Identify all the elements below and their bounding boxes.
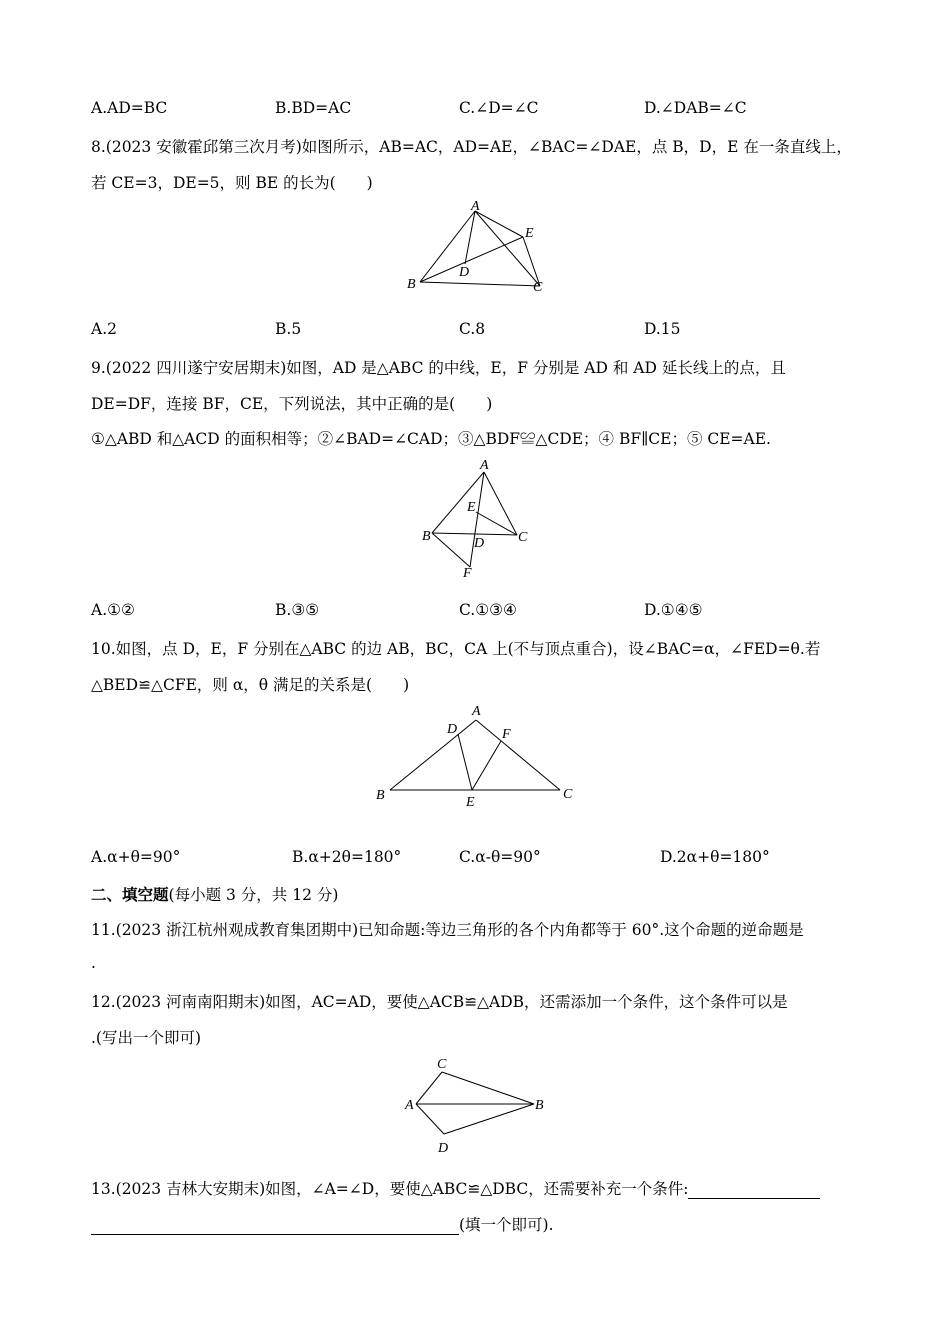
q8-label-e: E [525,226,534,241]
q9-stem-line2: DE=DF，连接 BF，CE，下列说法，其中正确的是( ) [91,395,493,413]
q10-stem-line2: △BED≌△CFE，则 α，θ 满足的关系是( ) [91,676,410,694]
q9-stem-line1: 9.(2022 四川遂宁安居期末)如图，AD 是△ABC 的中线，E，F 分别是 AD 和 AD 延长线上的点，且 [91,359,786,377]
q10-label-b: B [376,788,385,803]
q7-option-d: D.∠DAB=∠C [644,99,747,117]
q10-label-f: F [502,727,511,742]
q10-seg-de [458,734,472,790]
q12-stem-line2: .(写出一个即可) [91,1029,202,1047]
q12-label-b: B [535,1098,544,1113]
q9-label-c: C [518,530,528,545]
q8-seg-be [420,237,523,282]
q12-label-c: C [437,1057,447,1072]
q8-stem-line2: 若 CE=3，DE=5，则 BE 的长为( ) [91,174,373,192]
q8-seg-bc [420,282,540,286]
q8-seg-ac [475,211,540,286]
q8-label-b: B [407,277,416,292]
q9-option-b: B.③⑤ [275,601,320,619]
q9-option-a: A.①② [91,601,135,619]
q12-stem-line1: 12.(2023 河南南阳期末)如图，AC=AD，要使△ACB≌△ADB，还需添加一个条件，这个条件可以是 [91,993,788,1011]
q10-label-e: E [466,795,475,810]
q10-seg-ef [472,741,501,790]
q9-label-a: A [480,458,489,473]
q8-option-c: C.8 [459,320,486,338]
q8-label-a: A [471,199,480,214]
q8-option-a: A.2 [91,320,117,338]
q9-label-d: D [474,536,485,551]
q9-figure [410,455,540,580]
q8-label-c: C [533,280,543,295]
q12-seg-cb [442,1072,534,1104]
q8-seg-ad [465,211,475,264]
q10-option-c: C.α-θ=90° [459,848,541,866]
q13-stem-suffix: (填一个即可). [459,1216,554,1234]
q12-seg-ad [416,1104,444,1134]
q9-option-c: C.①③④ [459,601,517,619]
q7-option-b: B.BD=AC [275,99,352,117]
q10-label-a: A [472,704,481,719]
q8-option-d: D.15 [644,320,681,338]
q12-seg-db [444,1104,534,1134]
q12-figure [400,1052,555,1157]
q10-option-d: D.2α+θ=180° [660,848,770,866]
q8-seg-ae [475,211,523,237]
q13-stem-text: 13.(2023 吉林大安期末)如图，∠A=∠D，要使△ABC≌△DBC，还需要补充一个条件: [91,1180,689,1198]
q9-label-b: B [422,529,431,544]
q10-label-d: D [447,722,458,737]
q10-seg-ac [476,720,560,790]
q11-stem-line2: . [91,954,96,972]
q9-statements: ①△ABD 和△ACD 的面积相等；②∠BAD=∠CAD；③△BDF≌△CDE；④ BF∥CE；⑤ CE=AE. [91,430,771,448]
q12-label-d: D [438,1141,449,1156]
q7-option-a: A.AD=BC [91,99,168,117]
q12-label-a: A [405,1098,414,1113]
q9-seg-bf [432,533,470,567]
section2-title: 二、填空题 [91,885,169,904]
q13-stem-line1 [91,1177,820,1199]
q10-option-b: B.α+2θ=180° [292,848,402,866]
q10-stem-line1: 10.如图，点 D，E，F 分别在△ABC 的边 AB，BC，CA 上(不与顶点重合)，设∠BAC=α，∠FED=θ.若 [91,640,821,658]
q8-seg-ec [523,237,540,286]
q11-stem-line1: 11.(2023 浙江杭州观成教育集团期中)已知命题:等边三角形的各个内角都等于 60°.这个命题的逆命题是 [91,921,804,939]
q13-stem-line2 [91,1213,554,1235]
section2-note: (每小题 3 分，共 12 分) [168,886,339,904]
q9-option-d: D.①④⑤ [644,601,703,619]
q10-label-c: C [563,787,573,802]
q10-option-a: A.α+θ=90° [91,848,181,866]
q7-option-c: C.∠D=∠C [459,99,539,117]
q9-label-e: E [467,500,476,515]
q8-option-b: B.5 [275,320,302,338]
q8-label-d: D [459,265,470,280]
q13-answer-blank-2[interactable] [91,1218,459,1235]
section2-header [91,883,338,905]
q8-stem-line1: 8.(2023 安徽霍邱第三次月考)如图所示，AB=AC，AD=AE，∠BAC=∠DAE，点 B，D，E 在一条直线上， [91,138,852,156]
q12-seg-ca [416,1072,442,1104]
q10-figure [370,700,580,810]
q13-answer-blank-1[interactable] [688,1182,820,1199]
q8-figure [395,195,555,300]
q9-label-f: F [463,566,472,580]
